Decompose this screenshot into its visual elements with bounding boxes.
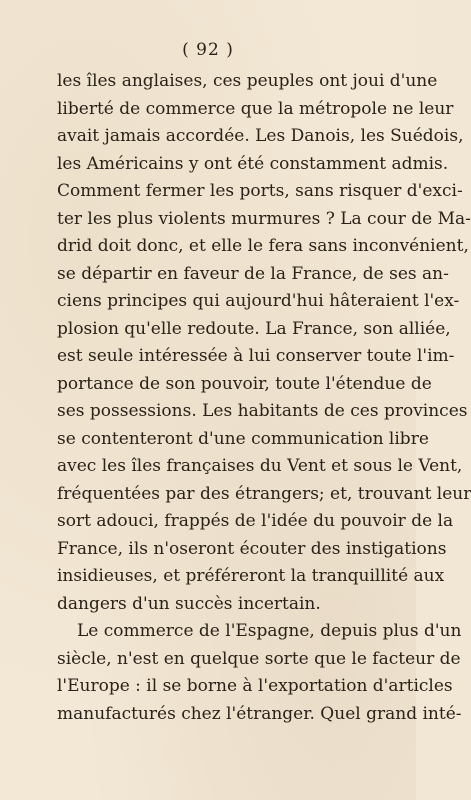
body-text	[57, 68, 471, 728]
text-line: ses possessions. Les habitants de ces provinces	[57, 401, 468, 421]
text-line: se départir en faveur de la France, de ses an-	[57, 263, 449, 284]
text-line: ter les plus violents murmures ? La cour de Ma-	[57, 208, 471, 229]
text-line: France, ils n'oseront écouter des instigations	[57, 538, 447, 559]
text-line: ciens principes qui aujourd'hui hâteraient l'ex-	[57, 291, 460, 311]
text-line: se contenteront d'une communication libre	[57, 428, 429, 449]
text-line: insidieuses, et préféreront la tranquillité aux	[57, 566, 445, 586]
text-line: siècle, n'est en quelque sorte que le facteur de	[57, 648, 461, 669]
text-line: est seule intéressée à lui conserver toute l'im-	[57, 346, 455, 366]
text-line: Comment fermer les ports, sans risquer d'exci-	[57, 181, 463, 201]
text-line: fréquentées par des étrangers; et, trouvant leur	[57, 483, 471, 504]
text-line: portance de son pouvoir, toute l'étendue de	[57, 373, 432, 394]
text-line: les Américains y ont été constamment admis.	[57, 153, 449, 174]
text-line: sort adouci, frappés de l'idée du pouvoir de la	[57, 511, 454, 531]
text-line: avait jamais accordée. Les Danois, les Suédois,	[57, 126, 464, 146]
text-line: liberté de commerce que la métropole ne leur	[57, 98, 454, 119]
text-line: dangers d'un succès incertain.	[57, 593, 321, 614]
text-line: avec les îles françaises du Vent et sous le Vent,	[57, 456, 463, 476]
text-line: plosion qu'elle redoute. La France, son alliée,	[57, 318, 451, 339]
text-line: Le commerce de l'Espagne, depuis plus d'un	[77, 621, 462, 641]
page-number: ( 92 )	[182, 40, 234, 60]
text-line: manufacturés chez l'étranger. Quel grand inté-	[57, 703, 462, 724]
text-line: drid doit donc, et elle le fera sans inconvénient,	[57, 236, 469, 256]
text-line: les îles anglaises, ces peuples ont joui d'une	[57, 71, 438, 91]
text-line: l'Europe : il se borne à l'exportation d'articles	[57, 676, 453, 696]
